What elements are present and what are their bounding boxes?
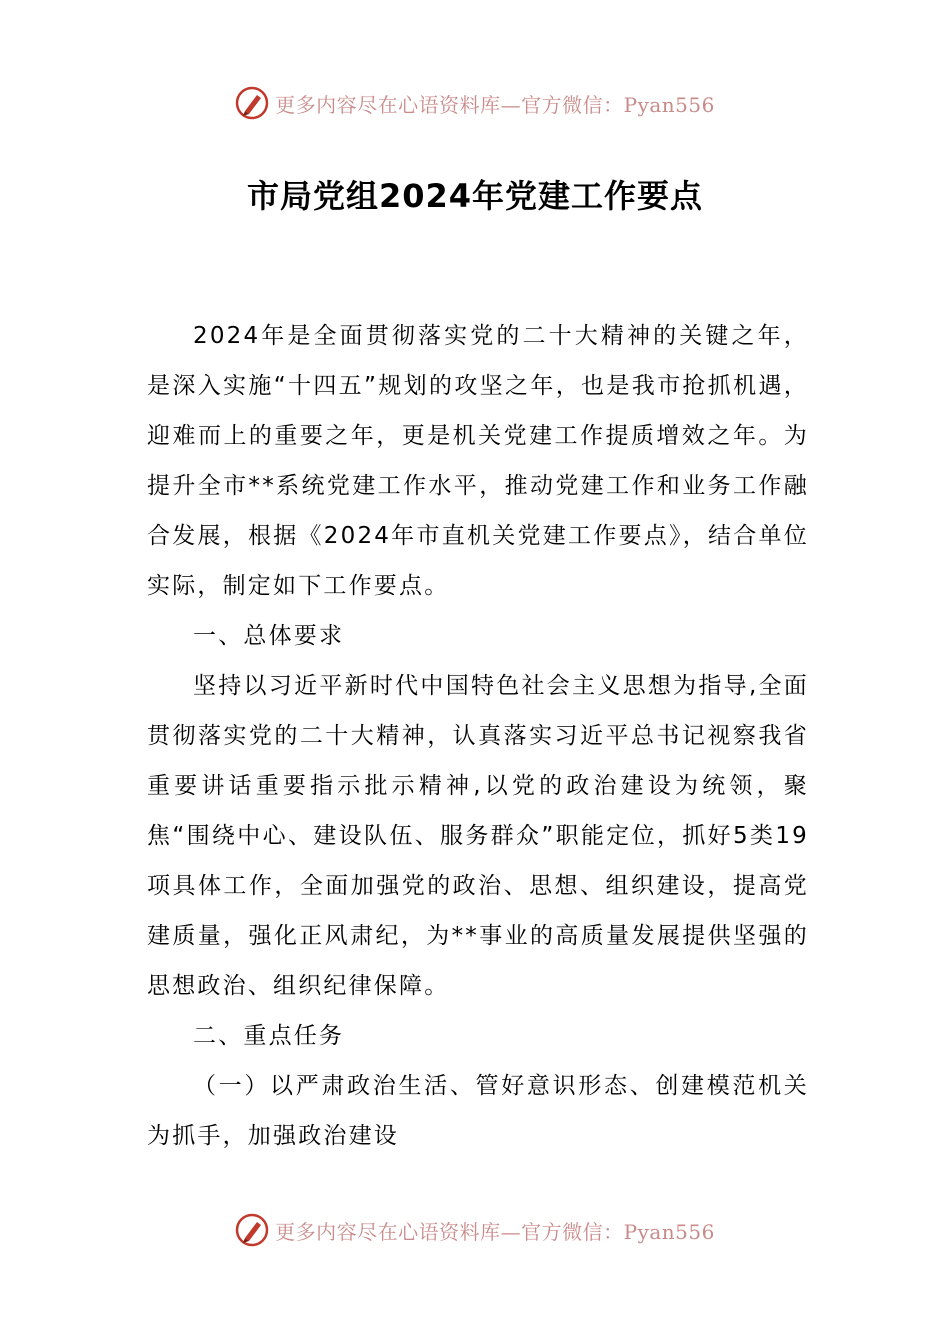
section-heading-key-tasks: 二、重点任务: [193, 1023, 345, 1049]
watermark-text: 更多内容尽在心语资料库—官方微信：Pyan556: [275, 92, 715, 117]
header-watermark: [0, 81, 950, 125]
intro-paragraph: 2024年是全面贯彻落实党的二十大精神的关键之年，是深入实施“十四五”规划的攻坚之年，也是我市抢抓机遇，迎难而上的重要之年，更是机关党建工作提质增效之年。为提升全市**系统党建工作水平，推动党建工作和业务工作融合发展，根据《2024年市直机关党建工作要点》，结合单位实际，制定如下工作要点。: [147, 323, 809, 599]
watermark-text: 更多内容尽在心语资料库—官方微信：Pyan556: [275, 1219, 715, 1244]
pen-logo-icon: [235, 86, 269, 120]
subsection-heading-political-building: （一）以严肃政治生活、管好意识形态、创建模范机关为抓手，加强政治建设: [147, 1073, 809, 1149]
footer-watermark: [0, 1208, 950, 1252]
document-title: 市局党组2024年党建工作要点: [246, 177, 704, 215]
general-requirements-paragraph: 坚持以习近平新时代中国特色社会主义思想为指导,全面贯彻落实党的二十大精神，认真落实习近平总书记视察我省重要讲话重要指示批示精神,以党的政治建设为统领，聚焦“围绕中心、建设队伍、服务群众”职能定位，抓好5类19项具体工作，全面加强党的政治、思想、组织建设，提高党建质量，强化正风肃纪，为**事业的高质量发展提供坚强的思想政治、组织纪律保障。: [147, 673, 809, 999]
section-heading-general-requirements: 一、总体要求: [193, 623, 345, 649]
document-body: [147, 311, 809, 1161]
pen-logo-icon: [235, 1213, 269, 1247]
